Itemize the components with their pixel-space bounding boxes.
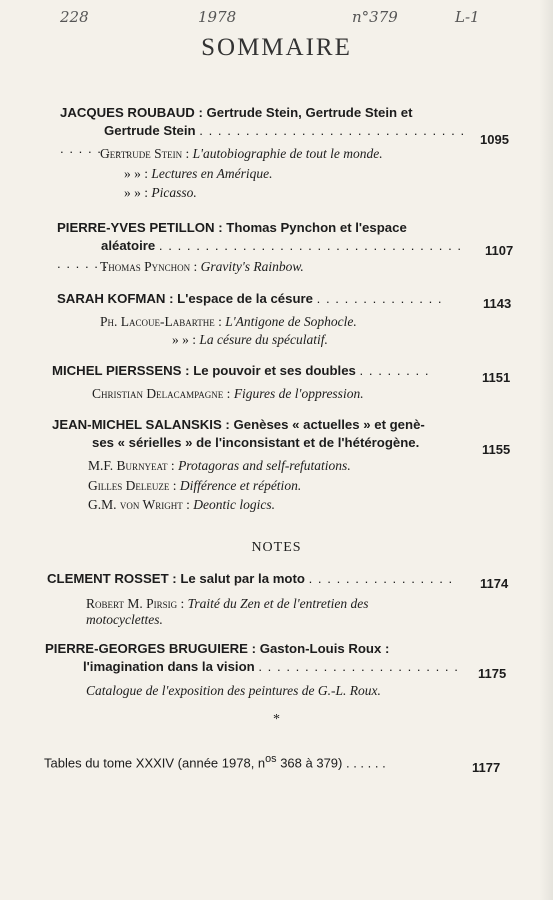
page-number: 1095	[480, 132, 509, 147]
reviewed-title: Traité du Zen et de l'entretien des	[187, 596, 369, 611]
entry-title-cont: l'imagination dans la vision	[83, 659, 255, 674]
separator-asterisk: *	[273, 712, 280, 727]
toc-entry-salanskis	[52, 416, 472, 452]
page-number: 1151	[482, 370, 511, 385]
reviewed-author: Gertrude Stein :	[100, 146, 190, 161]
toc-entry-pierssens	[52, 362, 472, 380]
reviewed-title: L'autobiographie de tout le monde.	[192, 146, 383, 161]
reviewed-author: Christian Delacampagne :	[92, 386, 231, 401]
toc-entry-kofman	[57, 290, 477, 308]
reviewed-title: L'Antigone de Sophocle.	[225, 314, 357, 329]
entry-title-cont: ses « sérielles » de l'inconsistant et de l'hétérogène.	[92, 435, 420, 450]
page-title: SOMMAIRE	[201, 34, 352, 61]
reviewed-title: Protagoras and self-refutations.	[178, 458, 351, 473]
entry-title: Thomas Pynchon et l'espace	[226, 220, 407, 235]
reviewed-author: Ph. Lacoue-Labarthe :	[100, 314, 222, 329]
leader-dots: . . . . . . . . . . . . . . . . . . . . . . . . . . . . . . . . . . . . . . .	[57, 238, 463, 271]
page-number: 1143	[483, 296, 512, 311]
reviewed-title: Gravity's Rainbow.	[200, 259, 304, 274]
entry-author: MICHEL PIERSSENS :	[52, 363, 190, 378]
tables-text-cont: 368 à 379) . . . . . .	[276, 755, 386, 771]
reviewed-author: M.F. Burnyeat :	[88, 458, 175, 473]
entry-title: Le pouvoir et ses doubles	[193, 363, 356, 378]
reviewed-author: G.M. von Wright :	[88, 497, 190, 512]
reviewed-title: Deontic logics.	[193, 497, 275, 512]
page-number: 1107	[485, 243, 514, 258]
entry-author: SARAH KOFMAN :	[57, 291, 174, 306]
leader-dots: . . . . . . . .	[359, 363, 430, 378]
reviewed-author: Thomas Pynchon :	[100, 259, 198, 274]
entry-title: Le salut par la moto	[180, 571, 305, 586]
tables-text: Tables du tome XXXIV (année 1978, n	[44, 755, 266, 771]
reviewed-author: Gilles Deleuze :	[88, 478, 177, 493]
entry-author: CLEMENT ROSSET :	[47, 571, 177, 586]
page-edge-shadow	[539, 0, 553, 900]
entry-title-cont: aléatoire	[101, 238, 156, 253]
handwritten-note: 228	[60, 8, 89, 26]
entry-title: Gertrude Stein, Gertrude Stein et	[206, 105, 413, 120]
handwritten-note: L-1	[455, 8, 480, 26]
reviewed-title: Catalogue de l'exposition des peintures de G.-L. Roux.	[86, 683, 381, 698]
toc-entry-rosset	[47, 570, 467, 588]
leader-dots: . . . . . . . . . . . . . .	[316, 291, 443, 306]
reviewed-title: Différence et répétion.	[179, 478, 302, 493]
reviewed-author: Robert M. Pirsig :	[86, 596, 185, 611]
leader-dots: . . . . . . . . . . . . . . . . . . . . . . . . . . . . . . . . . . . . .	[60, 123, 466, 156]
tables-entry	[44, 753, 386, 770]
entry-author: JACQUES ROUBAUD :	[60, 105, 203, 120]
reviewed-title: La césure du spéculatif.	[199, 332, 328, 347]
ditto-mark: » » :	[124, 166, 149, 181]
ditto-mark: » » :	[172, 332, 197, 347]
reviewed-title: Figures de l'oppression.	[233, 386, 364, 401]
reviewed-title-cont: motocyclettes.	[86, 612, 163, 627]
handwritten-note: 1978	[198, 8, 237, 26]
reviewed-title: Lectures en Amérique.	[151, 166, 273, 181]
entry-title: L'espace de la césure	[177, 291, 313, 306]
tables-sup: os	[265, 753, 277, 765]
reviewed-title: Picasso.	[151, 185, 197, 200]
toc-entry-bruguiere	[45, 640, 475, 676]
entry-author: PIERRE-YVES PETILLON :	[57, 220, 223, 235]
leader-dots: . . . . . . . . . . . . . . . .	[308, 571, 454, 586]
entry-author: PIERRE-GEORGES BRUGUIERE :	[45, 641, 257, 656]
leader-dots: . . . . . . . . . . . . . . . . . . . . . .	[258, 659, 459, 674]
entry-author: JEAN-MICHEL SALANSKIS :	[52, 417, 230, 432]
section-heading-notes: NOTES	[251, 540, 302, 555]
entry-title: Gaston-Louis Roux :	[259, 641, 390, 656]
entry-title-cont: Gertrude Stein	[104, 123, 196, 138]
ditto-mark: » » :	[124, 185, 149, 200]
page-number: 1174	[480, 576, 509, 591]
entry-title: Genèses « actuelles » et genè-	[233, 417, 425, 432]
page-number: 1175	[478, 666, 507, 681]
page-number: 1155	[482, 442, 511, 457]
page-number: 1177	[472, 760, 501, 775]
handwritten-note: n°379	[352, 8, 398, 26]
